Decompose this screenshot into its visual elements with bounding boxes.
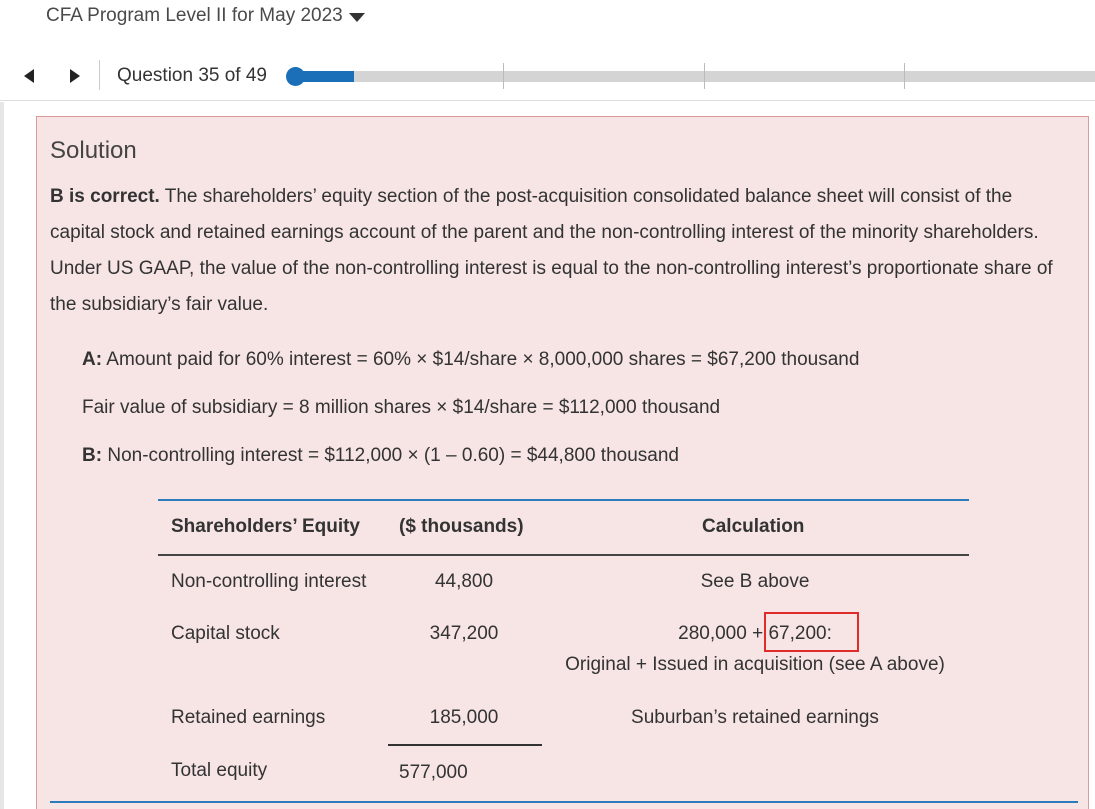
row-calculation: Suburban’s retained earnings: [631, 707, 879, 728]
progress-handle[interactable]: [286, 67, 305, 86]
row-value: 185,000: [429, 707, 499, 728]
progress-tick: [503, 63, 504, 89]
highlight-annotation: [764, 612, 859, 652]
calc-a-label: A:: [82, 349, 103, 370]
row-value: 44,800: [434, 571, 494, 592]
question-counter: Question 35 of 49: [117, 65, 267, 86]
row-label: Capital stock: [171, 623, 280, 644]
calculation-b: [82, 445, 679, 467]
correct-answer-label: B is correct.: [50, 186, 160, 207]
content-frame: [0, 102, 1095, 809]
column-header-amount: ($ thousands): [399, 516, 524, 537]
chevron-down-icon: [349, 13, 365, 22]
solution-heading: Solution: [50, 137, 137, 164]
column-header-calculation: Calculation: [702, 516, 805, 537]
calc-b-text: Non-controlling interest = $112,000 × (1 – 0.60) = $44,800 thousand: [102, 445, 679, 466]
explanation-text: The shareholders’ equity section of the post-acquisition consolidated balance sheet will consist of the capital stock and retained earnings account of the parent and the non-controlling interest of the minority shareholders. Under US GAAP, the value of the non-controlling interest is equal to the non-controlling interest’s proportionate share of the subsidiary’s fair value.: [50, 186, 1053, 315]
table-bottom-rule: [50, 801, 1078, 803]
question-nav-bar: [0, 51, 1095, 101]
calc-a-text: Amount paid for 60% interest = 60% × $14/share × 8,000,000 shares = $67,200 thousand: [102, 349, 860, 370]
table-header-rule: [158, 554, 969, 556]
frame-edge: [0, 102, 4, 809]
nav-divider: [99, 60, 100, 90]
row-calculation: 280,000 + 67,200:: [678, 623, 832, 644]
calculation-a: [82, 349, 859, 371]
next-question-icon[interactable]: [64, 65, 84, 85]
progress-tick: [904, 63, 905, 89]
table-top-rule: [158, 499, 969, 501]
course-selector[interactable]: [46, 5, 365, 27]
calculation-fair-value: Fair value of subsidiary = 8 million shares × $14/share = $112,000 thousand: [82, 397, 721, 418]
row-calculation-detail: Original + Issued in acquisition (see A above): [565, 654, 945, 675]
calc-b-label: B:: [82, 445, 103, 466]
row-value: 347,200: [429, 623, 499, 644]
course-title: CFA Program Level II for May 2023: [46, 5, 343, 26]
sum-rule: [388, 744, 542, 746]
row-value: 577,000: [399, 762, 468, 783]
previous-question-icon[interactable]: [20, 65, 40, 85]
solution-explanation: [50, 179, 1070, 323]
row-label: Retained earnings: [171, 707, 326, 728]
top-bar: [0, 0, 1095, 36]
progress-tick: [704, 63, 705, 89]
row-label: Non-controlling interest: [171, 571, 367, 592]
row-calculation: See B above: [700, 571, 810, 592]
solution-panel: [36, 116, 1089, 809]
row-label: Total equity: [171, 760, 268, 781]
column-header-equity: Shareholders’ Equity: [171, 516, 360, 537]
progress-bar[interactable]: [293, 71, 1095, 82]
